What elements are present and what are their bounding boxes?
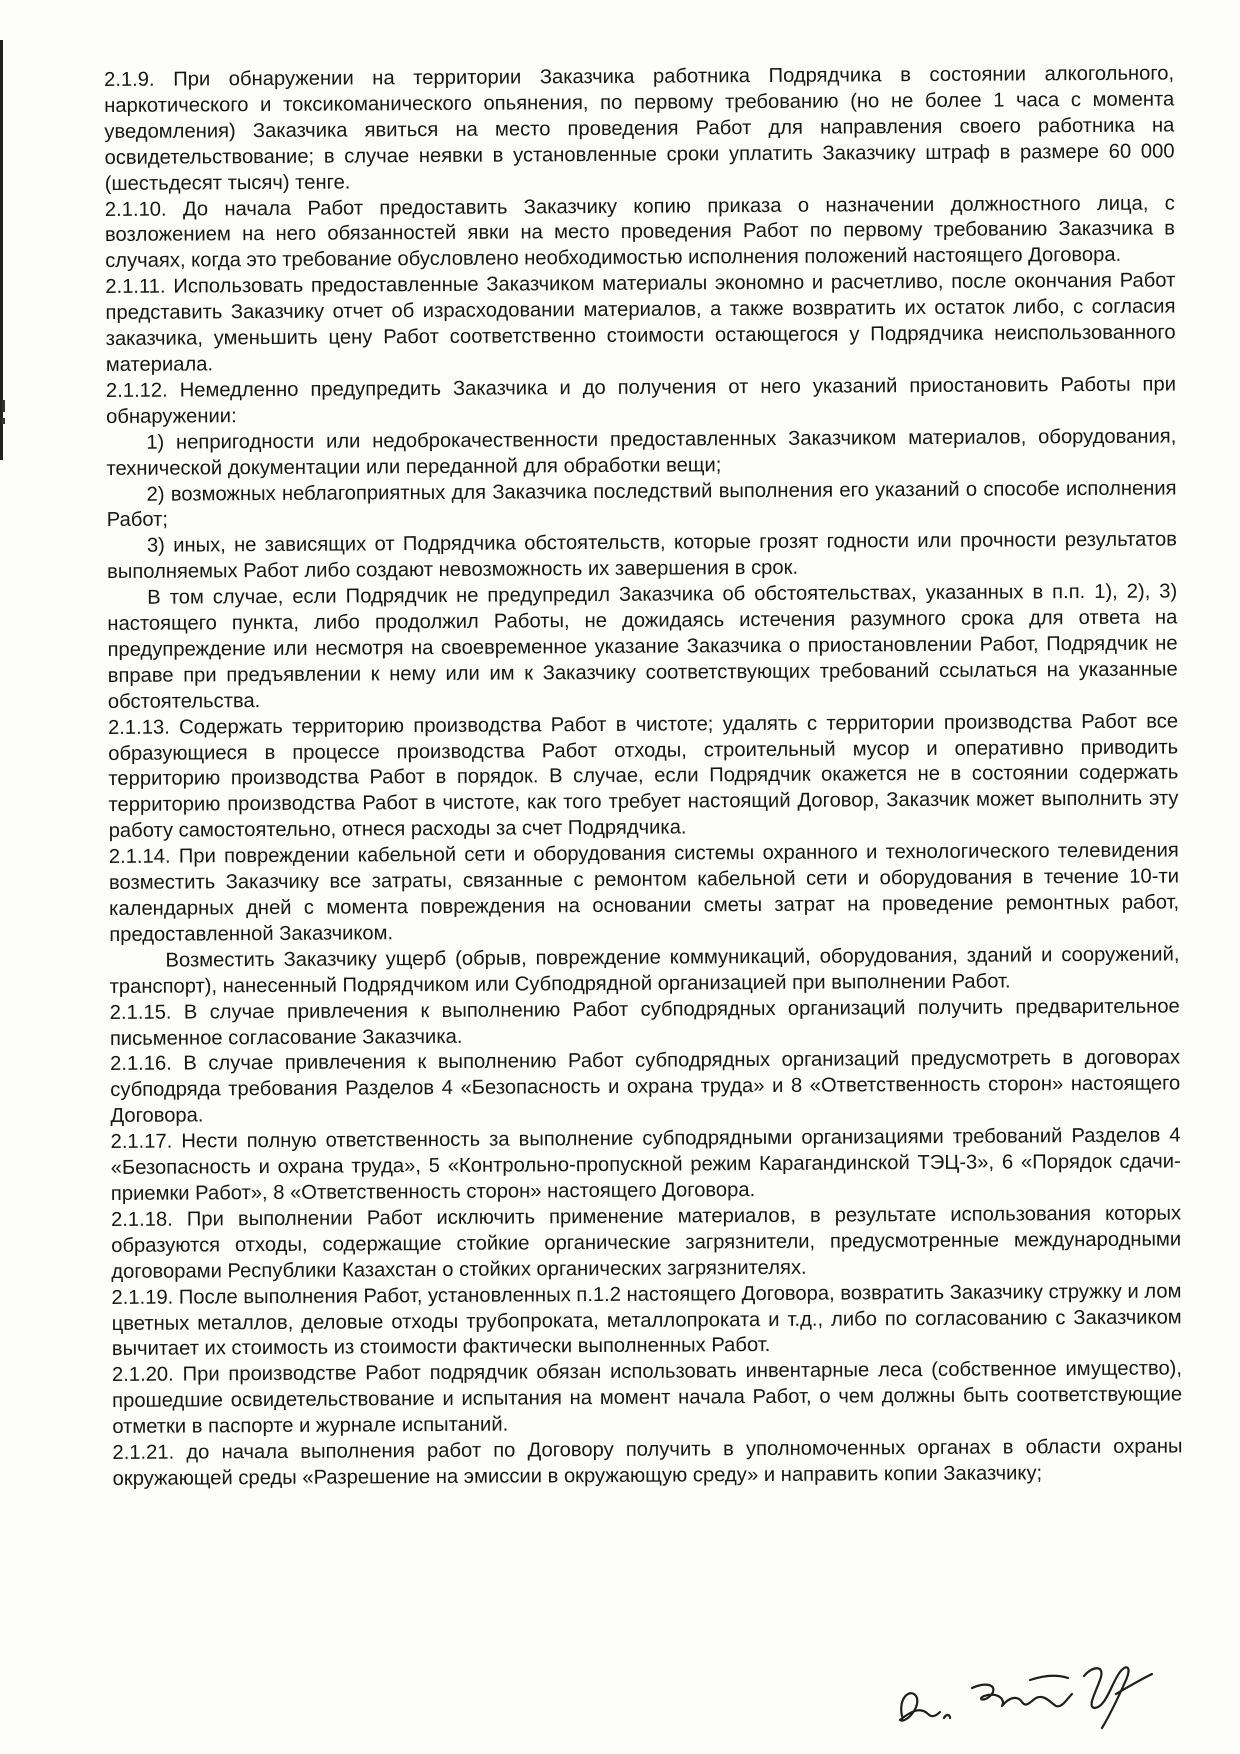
clause-2-1-11: 2.1.11. Использовать предоставленные Заказчиком материалы экономно и расчетливо, после окончания Работ представить Заказчику отчет об израсходовании материалов, а также возвратить их остаток либо, с согласия заказчика, уменьшить цену Работ соответственно стоимости остающегося у Подрядчика неиспользованного материала. bbox=[105, 269, 1176, 376]
clause-2-1-12-note: В том случае, если Подрядчик не предупредил Заказчика об обстоятельствах, указанных в п.п. 1), 2), 3) настоящего пункта, либо продолжил Работы, не дожидаясь истечения разумного срока для ответа на предупреждение или несмотря на своевременное указание Заказчика о приостановлении Работ, Подрядчик не вправе при предъявлении к нему или им к Заказчику соответствующих требований ссылаться на указанные обстоятельства. bbox=[107, 580, 1178, 713]
clause-2-1-18: 2.1.18. При выполнении Работ исключить применение материалов, в результате использования которых образуются отходы, содержащие стойкие органические загрязнители, предусмотренные международными договорами Республики Казахстан о стойких органических загрязнителях. bbox=[110, 1202, 1182, 1283]
clause-2-1-10: 2.1.10. До начала Работ предоставить Заказчику копию приказа о назначении должностного лица, с возложением на него обязанностей явки на место проведения Работ по первому требованию Заказчика в случаях, когда это требование обусловлено необходимостью исполнения положений настоящего Договора. bbox=[104, 191, 1176, 273]
scan-edge-line bbox=[0, 40, 3, 460]
clause-2-1-17: 2.1.17. Нести полную ответственность за выполнение субподрядными организациями требований Разделов 4 «Безопасность и охрана труда», 5 «Контрольно-пропускной режим Карагандинской ТЭЦ-3», 6 «Порядок сдачи-приемки Работ», 8 «Ответственность сторон» настоящего Договора. bbox=[110, 1124, 1181, 1205]
clause-2-1-12-item-3: 3) иных, не зависящих от Подрядчика обстоятельств, которые грозят годности или прочности результатов выполняемых Работ либо создают невозможность их завершения в срок. bbox=[107, 528, 1177, 584]
clause-2-1-16: 2.1.16. В случае привлечения к выполнению Работ субподрядных организаций предусмотреть в договорах субподряда требования Разделов 4 «Безопасность и охрана труда» и 8 «Ответственность сторон» настоящего Договора. bbox=[110, 1046, 1181, 1128]
clause-2-1-13: 2.1.13. Содержать территорию производства Работ в чистоте; удалять с территории производства Работ все образующиеся в процессе производства Работ отходы, строительный мусор и оперативно приводить территорию производства Работ в порядок. В случае, если Подрядчик окажется не в состоянии содержать территорию производства Работ в чистоте, как того требует настоящий Договор, Заказчик может выполнить эту работу самостоятельно, отнеся расходы за счет Подрядчика. bbox=[107, 710, 1179, 843]
handwritten-signature bbox=[880, 1636, 1180, 1736]
scan-mark bbox=[2, 400, 5, 412]
clause-2-1-21: 2.1.21. до начала выполнения работ по Договору получить в уполномоченных органах в области охраны окружающей среды «Разрешение на эмиссии в окружающую среду» и направить копии Заказчику; bbox=[112, 1435, 1183, 1490]
clause-2-1-15: 2.1.15. В случае привлечения к выполнению Работ субподрядных организаций получить предварительное письменное согласование Заказчика. bbox=[109, 995, 1180, 1050]
clause-2-1-14: 2.1.14. При повреждении кабельной сети и оборудования системы охранного и технологического телевидения возместить Заказчику все затраты, связанные с ремонтом кабельной сети и оборудования в течение 10-ти календарных дней с момента повреждения на основании сметы затрат на проведение ремонтных работ, предоставленной Заказчиком. bbox=[108, 839, 1180, 946]
clause-2-1-12: 2.1.12. Немедленно предупредить Заказчика и до получения от него указаний приостановить Работы при обнаружении: bbox=[105, 373, 1177, 428]
clause-2-1-19: 2.1.19. После выполнения Работ, установленных п.1.2 настоящего Договора, возвратить Заказчику стружку и лом цветных металлов, деловые отходы трубопроката, металлопроката и т.д., либо по согласованию с Заказчиком вычитает их стоимость из стоимости фактически выполненных Работ. bbox=[111, 1280, 1182, 1361]
clause-2-1-14-damage: Возместить Заказчику ущерб (обрыв, повреждение коммуникаций, оборудования, зданий и сооружений, транспорт), нанесенный Подрядчиком или Субподрядной организацией при выполнении Работ. bbox=[109, 943, 1180, 998]
clause-2-1-20: 2.1.20. При производстве Работ подрядчик обязан использовать инвентарные леса (собственное имущество), прошедшие освидетельствование и испытания на момент начала Работ, о чем должны быть соответствующие отметки в паспорте и журнале испытаний. bbox=[111, 1357, 1183, 1439]
scan-mark bbox=[2, 418, 5, 424]
clause-2-1-12-item-1: 1) непригодности или недоброкачественности предоставленных Заказчиком материалов, оборудования, технической документации или переданной для обработки вещи; bbox=[106, 425, 1177, 480]
clause-2-1-9: 2.1.9. При обнаружении на территории Заказчика работника Подрядчика в состоянии алкогольного, наркотического и токсикоманического опьянения, по первому требованию (но не более 1 часа с момента уведомления) Заказчика явиться на место проведения Работ для направления своего работника на освидетельствование; в случае неявки в установленные сроки уплатить Заказчику штраф в размере 60 000 (шестьдесят тысяч) тенге. bbox=[104, 62, 1175, 195]
document-body bbox=[104, 61, 1183, 1492]
clause-2-1-12-item-2: 2) возможных неблагоприятных для Заказчика последствий выполнения его указаний о способе исполнения Работ; bbox=[106, 476, 1177, 532]
